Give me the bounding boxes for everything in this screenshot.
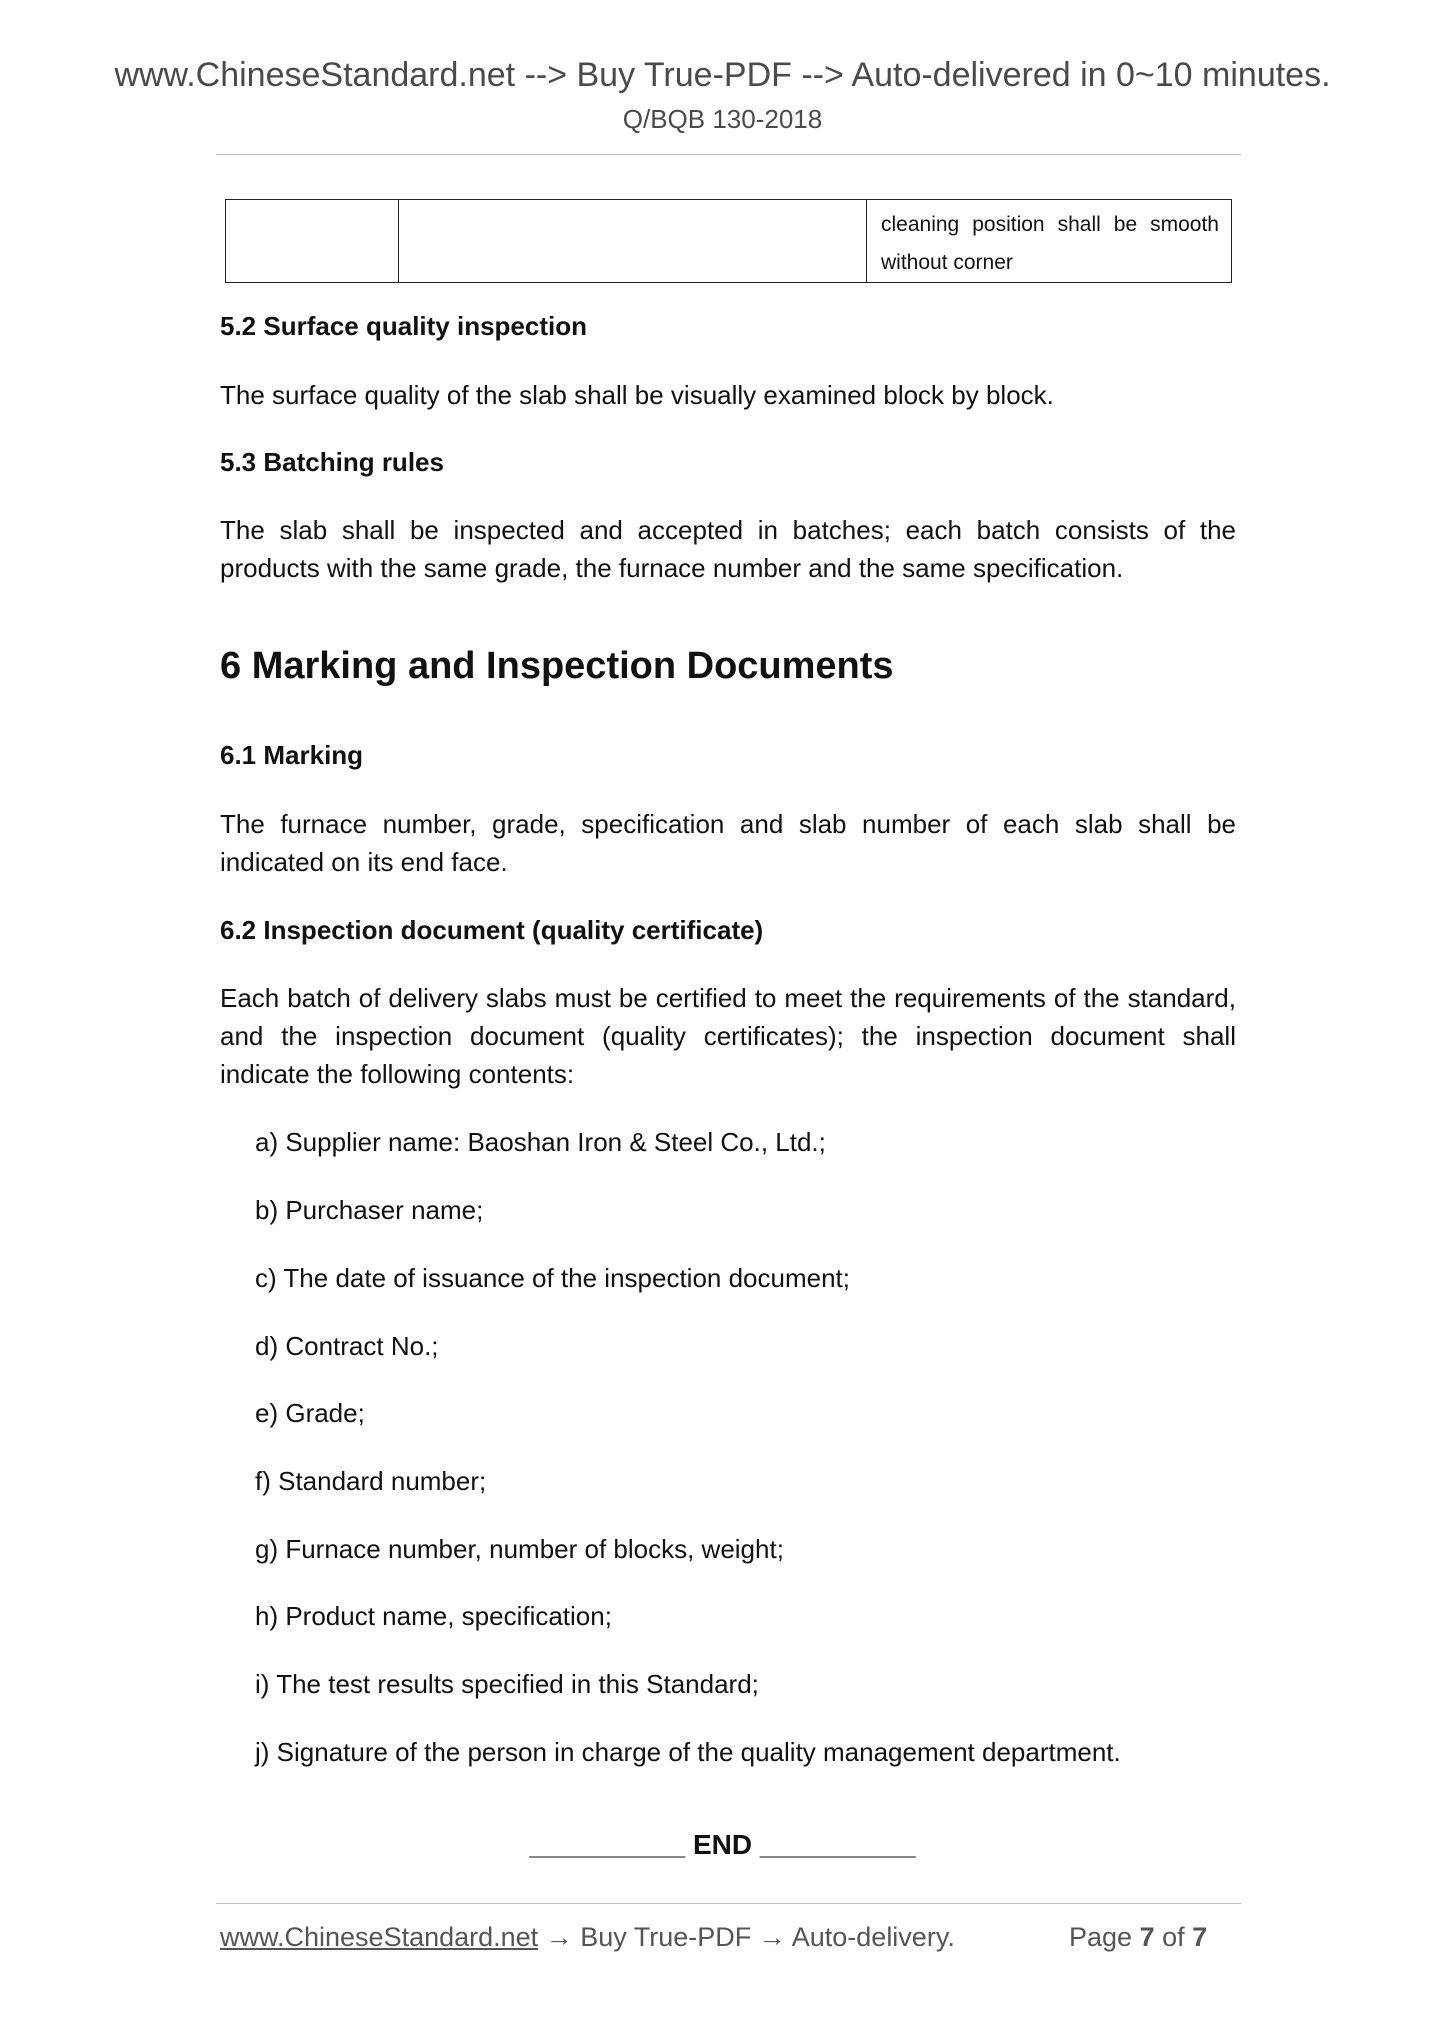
footer-site-link[interactable]: www.ChineseStandard.net — [220, 1922, 539, 1952]
table-cell-line: cleaning position shall be smooth — [881, 213, 1219, 236]
list-item: g) Furnace number, number of blocks, weight; — [255, 1534, 784, 1564]
list-item: i) The test results specified in this Standard; — [255, 1669, 759, 1699]
table-cell-line: without corner — [881, 251, 1013, 274]
footer-divider — [216, 1903, 1241, 1904]
page-total: 7 — [1192, 1922, 1208, 1952]
document-number: Q/BQB 130-2018 — [622, 104, 823, 134]
page-current: 7 — [1139, 1922, 1155, 1952]
section-5-3-text — [220, 511, 1236, 587]
page-label: Page — [1069, 1922, 1133, 1952]
section-5-3-heading: 5.3 Batching rules — [220, 447, 444, 477]
paragraph-line: indicated on its end face. — [220, 847, 508, 877]
site-banner: www.ChineseStandard.net --> Buy True-PDF --> Auto-delivered in 0~10 minutes. — [114, 56, 1331, 94]
paragraph-line: indicate the following contents: — [220, 1059, 575, 1089]
list-item: j) Signature of the person in charge of the quality management department. — [255, 1737, 1121, 1767]
section-6-2-text — [220, 979, 1236, 1093]
footer-promo-text: → Buy True-PDF → Auto-delivery. — [538, 1922, 955, 1952]
page-indicator — [1069, 1922, 1207, 1953]
continued-table — [225, 199, 1232, 283]
list-item: e) Grade; — [255, 1398, 365, 1428]
paragraph-line: Each batch of delivery slabs must be certified to meet the requirements of the standard, — [220, 983, 1236, 1013]
list-item: b) Purchaser name; — [255, 1195, 484, 1225]
end-marker: __________ END __________ — [529, 1829, 916, 1860]
paragraph-line: The furnace number, grade, specification and slab number of each slab shall be — [220, 809, 1236, 839]
table-cell-empty-1 — [226, 200, 399, 283]
list-item: a) Supplier name: Baoshan Iron & Steel Co., Ltd.; — [255, 1127, 826, 1157]
section-5-2-text — [220, 376, 1236, 414]
paragraph-line: products with the same grade, the furnace number and the same specification. — [220, 553, 1124, 583]
table-cell-empty-2 — [399, 200, 867, 283]
section-5-2-heading: 5.2 Surface quality inspection — [220, 311, 587, 341]
list-item: c) The date of issuance of the inspection document; — [255, 1263, 850, 1293]
section-6-1-heading: 6.1 Marking — [220, 740, 364, 770]
paragraph-line: and the inspection document (quality certificates); the inspection document shall — [220, 1021, 1236, 1051]
footer-promo — [220, 1922, 955, 1953]
list-item: d) Contract No.; — [255, 1331, 439, 1361]
page-of-label: of — [1162, 1922, 1185, 1952]
list-item: h) Product name, specification; — [255, 1601, 612, 1631]
table-row — [226, 200, 1232, 283]
section-6-2-heading: 6.2 Inspection document (quality certificate) — [220, 915, 764, 945]
list-item: f) Standard number; — [255, 1466, 487, 1496]
table-cell-requirement — [867, 200, 1232, 283]
section-6-heading: 6 Marking and Inspection Documents — [220, 645, 894, 687]
section-6-1-text — [220, 805, 1236, 881]
paragraph-line: The surface quality of the slab shall be visually examined block by block. — [220, 380, 1054, 410]
paragraph-line: The slab shall be inspected and accepted in batches; each batch consists of the — [220, 515, 1236, 545]
header-divider — [216, 154, 1241, 155]
